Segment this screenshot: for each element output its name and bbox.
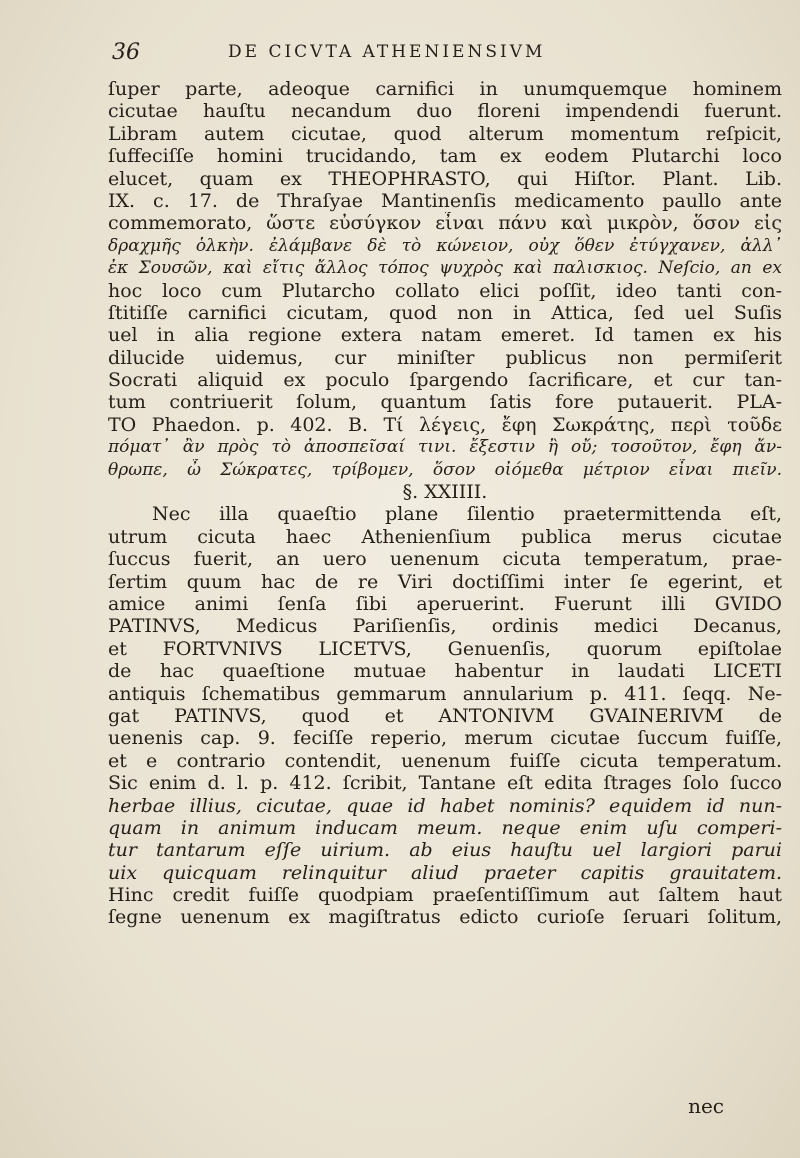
text-line: Sic enim d. l. p. 412. ſcribit, Tantane eſt edita ſtrages ſolo ſucco bbox=[108, 772, 782, 795]
text-line: uel in alia regione extera natam emeret. Id tamen ex his bbox=[108, 324, 782, 347]
text-line: cicutae hauſtu necandum duo floreni impendendi fuerunt. bbox=[108, 100, 782, 123]
text-line: et FORTVNIVS LICETVS, Genuenſis, quorum epiſtolae bbox=[108, 637, 782, 660]
text-line: quam in animum inducam meum. neque enim uſu comperi- bbox=[108, 816, 782, 839]
text-line: ſuper parte, adeoque carnifici in unumquemque hominem bbox=[108, 78, 782, 100]
text-line: herbae illius, cicutae, quae id habet nominis? equidem id nun- bbox=[108, 794, 782, 817]
section-heading: §. XXIIII. bbox=[402, 481, 488, 504]
text-line: uix quicquam relinquitur aliud praeter capitis grauitatem. bbox=[108, 861, 782, 884]
text-line: θρωπε, ὦ Σώκρατες, τρίβομεν, ὅσον οἰόμεθα μέτριον εἶναι πιεῖν. bbox=[108, 459, 782, 480]
text-line: Socrati aliquid ex poculo ſpargendo ſacrificare, et cur tan- bbox=[108, 369, 782, 392]
text-line: ſertim quum hac de re Viri doctiſſimi inter ſe egerint, et bbox=[108, 570, 782, 593]
text-line: IX. c. 17. de Thraſyae Mantinenſis medicamento paullo ante bbox=[108, 189, 782, 212]
text-line: ſtitiſſe carnifici cicutam, quod non in Attica, ſed uel Suſis bbox=[108, 301, 782, 324]
text-line: δραχμῆς ὁλκὴν. ἐλάμβανε δὲ τὸ κώνειον, οὐχ ὅθεν ἐτύγχανεν, ἀλλ᾽ bbox=[108, 235, 782, 256]
text-line: TO Phaedon. p. 402. B. Τί λέγεις, ἔφη Σωκράτης, περὶ τοῦδε bbox=[108, 413, 782, 436]
text-line: et e contrario contendit, uenenum fuiſſe cicuta temperatum. bbox=[108, 749, 782, 772]
text-line: gat PATINVS, quod et ANTONIVM GVAINERIVM de bbox=[108, 704, 782, 727]
text-line: dilucide uidemus, cur miniſter publicus non permiſerit bbox=[108, 346, 782, 369]
text-line: de hac quaeſtione mutuae habentur in laudati LICETI bbox=[108, 660, 782, 683]
page-number: 36 bbox=[112, 40, 140, 65]
text-line: Hinc credit fuiſſe quodpiam praeſentiſſimum aut ſaltem haut bbox=[108, 884, 782, 907]
text-line: πόματ᾽ ἂν πρὸς τὸ ἀποσπεῖσαί τινι. ἔξεστιν ἢ οὔ; τοσοῦτον, ἔφη ἄν- bbox=[108, 437, 782, 458]
text-line: hoc loco cum Plutarcho collato elici poſſit, ideo tanti con- bbox=[108, 279, 782, 302]
text-line: uenenis cap. 9. feciſſe reperio, merum cicutae ſuccum fuiſſe, bbox=[108, 727, 782, 750]
text-line: antiquis ſchematibus gemmarum annularium p. 411. ſeqq. Ne- bbox=[108, 682, 782, 705]
text-line: PATINVS, Medicus Pariſienſis, ordinis medici Decanus, bbox=[108, 615, 782, 638]
text-line: ſuccus fuerit, an uero uenenum cicuta temperatum, prae- bbox=[108, 548, 782, 571]
catchword: nec bbox=[688, 1094, 724, 1118]
text-line: Libram autem cicutae, quod alterum momentum reſpicit, bbox=[108, 122, 782, 145]
text-line: commemorato, ὥστε εὐσύγκον εἶναι πάνυ καὶ μικρὸν, ὅσον εἰς bbox=[108, 212, 782, 235]
text-line: Nec illa quaeſtio plane ſilentio praetermittenda eſt, bbox=[152, 503, 782, 526]
text-line: amice animi ſenſa ſibi aperuerint. Fuerunt illi GVIDO bbox=[108, 592, 782, 615]
running-head: DE CICVTA ATHENIENSIVM bbox=[228, 42, 546, 62]
text-line: elucet, quam ex THEOPHRASTO, qui Hiſtor. Plant. Lib. bbox=[108, 167, 782, 190]
text-body bbox=[108, 78, 782, 929]
text-line: ἐκ Σουσῶν, καὶ εἴτις ἄλλος τόπος ψυχρὸς καὶ παλισκιος. Neſcio, an ex bbox=[108, 258, 782, 279]
text-line: tum contriuerit ſolum, quantum ſatis fore putauerit. PLA- bbox=[108, 391, 782, 414]
page-header bbox=[100, 36, 780, 72]
text-line: ſuffeciſſe homini trucidando, tam ex eodem Plutarchi loco bbox=[108, 145, 782, 168]
text-line: tur tantarum eſſe uirium. ab eius hauſtu uel largiori parui bbox=[108, 839, 782, 862]
text-line: ſegne uenenum ex magiſtratus edicto curioſe ſeruari ſolitum, bbox=[108, 906, 782, 929]
text-line: utrum cicuta haec Athenienſium publica merus cicutae bbox=[108, 525, 782, 548]
